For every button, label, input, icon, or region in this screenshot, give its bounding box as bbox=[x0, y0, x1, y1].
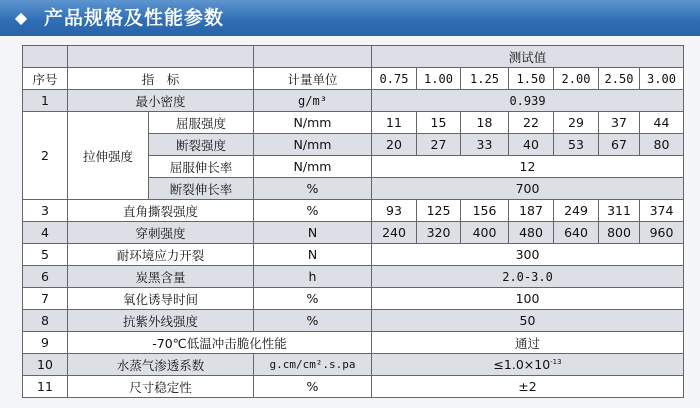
table-cell: 240 bbox=[372, 222, 417, 244]
unit-header: 计量单位 bbox=[254, 68, 372, 90]
table-cell: 直角撕裂强度 bbox=[68, 200, 254, 222]
header-row bbox=[23, 46, 684, 68]
table-cell: N/mm bbox=[254, 156, 372, 178]
table-cell: -70℃低温冲击脆化性能 bbox=[68, 332, 372, 354]
diamond-icon: ◆ bbox=[14, 8, 28, 27]
table-cell: 187 bbox=[509, 200, 554, 222]
table-cell: 27 bbox=[417, 134, 461, 156]
permeability-value: $\le 1.0\times 10^{-13}$ bbox=[372, 354, 684, 376]
thickness-header: 1.00 bbox=[417, 68, 461, 90]
table-cell: h bbox=[254, 266, 372, 288]
table-row bbox=[23, 310, 684, 332]
table-cell: 800 bbox=[599, 222, 640, 244]
table-cell: 15 bbox=[417, 112, 461, 134]
thickness-header: 1.25 bbox=[461, 68, 509, 90]
table-cell: 374 bbox=[640, 200, 684, 222]
table-cell: g/m³ bbox=[254, 90, 372, 112]
group-label: 拉伸强度 bbox=[68, 112, 149, 200]
table-row bbox=[23, 332, 684, 354]
table-cell: 249 bbox=[554, 200, 599, 222]
table-cell bbox=[254, 46, 372, 68]
table-row bbox=[23, 266, 684, 288]
table-cell: 水蒸气渗透系数 bbox=[68, 354, 254, 376]
table-cell: 67 bbox=[599, 134, 640, 156]
table-cell: % bbox=[254, 178, 372, 200]
table-cell: 50 bbox=[372, 310, 684, 332]
table-cell: 3 bbox=[23, 200, 68, 222]
thickness-header: 2.00 bbox=[554, 68, 599, 90]
table-cell: 18 bbox=[461, 112, 509, 134]
table-cell: 156 bbox=[461, 200, 509, 222]
table-cell: 2 bbox=[23, 112, 68, 200]
spec-table bbox=[22, 45, 684, 398]
table-cell: 穿刺强度 bbox=[68, 222, 254, 244]
table-cell: 2.0-3.0 bbox=[372, 266, 684, 288]
table-cell: N/mm bbox=[254, 112, 372, 134]
table-cell: 640 bbox=[554, 222, 599, 244]
table-cell: 5 bbox=[23, 244, 68, 266]
table-cell: 通过 bbox=[372, 332, 684, 354]
table-cell: N bbox=[254, 222, 372, 244]
table-cell: g.cm/cm².s.pa bbox=[254, 354, 372, 376]
table-cell: 断裂伸长率 bbox=[149, 178, 254, 200]
table-cell: 抗紫外线强度 bbox=[68, 310, 254, 332]
indicator-header: 指 标 bbox=[68, 68, 254, 90]
table-cell: 耐环境应力开裂 bbox=[68, 244, 254, 266]
table-cell: 1 bbox=[23, 90, 68, 112]
table-cell: 20 bbox=[372, 134, 417, 156]
table-cell: 125 bbox=[417, 200, 461, 222]
table-cell: 断裂强度 bbox=[149, 134, 254, 156]
table-cell: 960 bbox=[640, 222, 684, 244]
table-cell: 40 bbox=[509, 134, 554, 156]
table-cell: 6 bbox=[23, 266, 68, 288]
table-cell: 100 bbox=[372, 288, 684, 310]
table-cell: 10 bbox=[23, 354, 68, 376]
table-cell: 4 bbox=[23, 222, 68, 244]
table-cell: 320 bbox=[417, 222, 461, 244]
table-row bbox=[23, 244, 684, 266]
table-cell: 0.939 bbox=[372, 90, 684, 112]
table-cell: 53 bbox=[554, 134, 599, 156]
table-cell: % bbox=[254, 310, 372, 332]
table-cell: 氧化诱导时间 bbox=[68, 288, 254, 310]
table-cell: 480 bbox=[509, 222, 554, 244]
table-cell: 44 bbox=[640, 112, 684, 134]
table-cell: 22 bbox=[509, 112, 554, 134]
table-row bbox=[23, 222, 684, 244]
table-cell: % bbox=[254, 288, 372, 310]
table-cell: 屈服伸长率 bbox=[149, 156, 254, 178]
table-cell bbox=[23, 46, 68, 68]
table-cell: 12 bbox=[372, 156, 684, 178]
table-row bbox=[23, 376, 684, 398]
table-cell: 9 bbox=[23, 332, 68, 354]
table-cell: 400 bbox=[461, 222, 509, 244]
table-row bbox=[23, 354, 684, 376]
seq-header: 序号 bbox=[23, 68, 68, 90]
table-cell: 8 bbox=[23, 310, 68, 332]
thickness-header: 0.75 bbox=[372, 68, 417, 90]
thickness-header: 3.00 bbox=[640, 68, 684, 90]
table-cell: % bbox=[254, 200, 372, 222]
table-row bbox=[23, 112, 684, 134]
section-header bbox=[0, 0, 700, 36]
thickness-header: 1.50 bbox=[509, 68, 554, 90]
table-cell: ±2 bbox=[372, 376, 684, 398]
table-row bbox=[23, 200, 684, 222]
thickness-header: 2.50 bbox=[599, 68, 640, 90]
table-cell: 最小密度 bbox=[68, 90, 254, 112]
table-cell: 700 bbox=[372, 178, 684, 200]
table-cell: 尺寸稳定性 bbox=[68, 376, 254, 398]
table-cell: 80 bbox=[640, 134, 684, 156]
table-cell: 炭黑含量 bbox=[68, 266, 254, 288]
table-cell: 7 bbox=[23, 288, 68, 310]
table-row bbox=[23, 90, 684, 112]
section-title: 产品规格及性能参数 bbox=[44, 7, 225, 29]
table-cell: 屈服强度 bbox=[149, 112, 254, 134]
table-cell: 93 bbox=[372, 200, 417, 222]
table-cell: 11 bbox=[23, 376, 68, 398]
table-cell: 300 bbox=[372, 244, 684, 266]
table-cell: N bbox=[254, 244, 372, 266]
table-cell: 11 bbox=[372, 112, 417, 134]
table-row bbox=[23, 288, 684, 310]
table-cell: % bbox=[254, 376, 372, 398]
table-cell: 29 bbox=[554, 112, 599, 134]
table-cell: N/mm bbox=[254, 134, 372, 156]
table-cell bbox=[68, 46, 254, 68]
table-cell: 33 bbox=[461, 134, 509, 156]
table-cell: 37 bbox=[599, 112, 640, 134]
table-cell: 311 bbox=[599, 200, 640, 222]
header-row bbox=[23, 68, 684, 90]
test-values-header: 测试值 bbox=[372, 46, 684, 68]
